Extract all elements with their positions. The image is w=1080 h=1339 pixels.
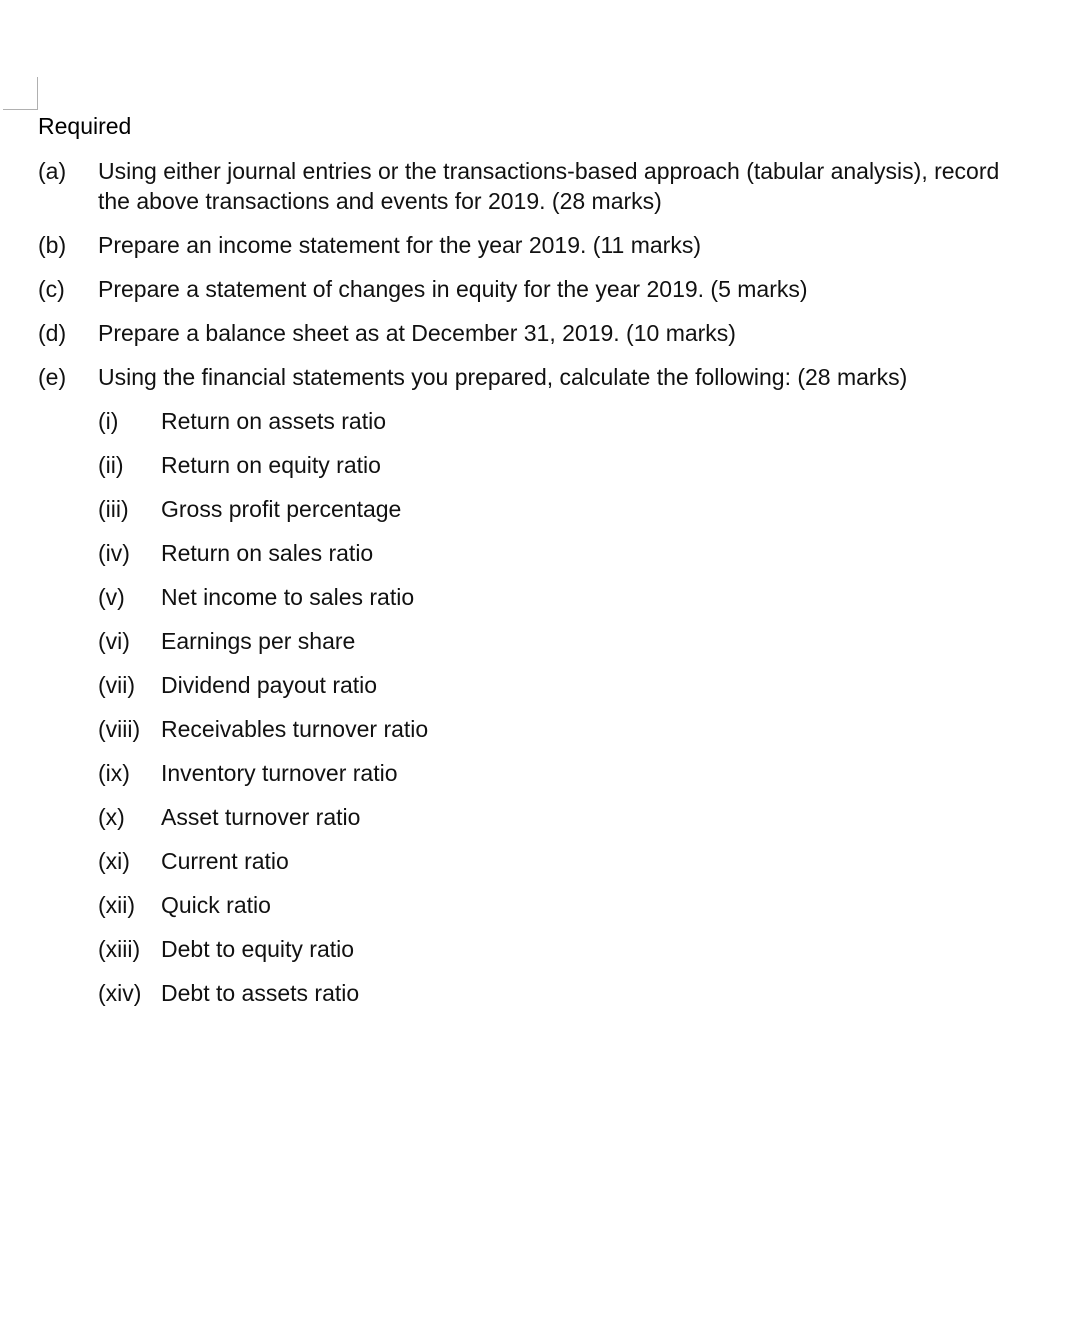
sublist-item — [98, 626, 1078, 656]
item-label: (e) — [38, 364, 67, 390]
subitem-label: (i) — [98, 408, 119, 434]
subitem-text: Debt to equity ratio — [161, 936, 355, 962]
list-item — [38, 362, 1078, 392]
item-label: (b) — [38, 232, 67, 258]
item-text: Prepare a balance sheet as at December 31, 2019. (10 marks) — [98, 320, 736, 346]
list-item — [38, 318, 1078, 348]
subitem-text: Net income to sales ratio — [161, 584, 415, 610]
item-label: (a) — [38, 158, 67, 184]
item-text: Prepare an income statement for the year 2019. (11 marks) — [98, 232, 701, 258]
subitem-label: (xii) — [98, 892, 136, 918]
sublist-item — [98, 450, 1078, 480]
subitem-text: Return on assets ratio — [161, 408, 387, 434]
subitem-text: Return on equity ratio — [161, 452, 381, 478]
subitem-text: Receivables turnover ratio — [161, 716, 429, 742]
sublist-item — [98, 582, 1078, 612]
subitem-text: Return on sales ratio — [161, 540, 374, 566]
requirements-list — [38, 156, 1078, 1022]
subitem-text: Gross profit percentage — [161, 496, 402, 522]
sublist-item — [98, 714, 1078, 744]
sublist-item — [98, 670, 1078, 700]
subitem-text: Quick ratio — [161, 892, 271, 918]
sublist-item — [98, 406, 1078, 436]
sublist-item — [98, 538, 1078, 568]
subitem-text: Current ratio — [161, 848, 289, 874]
subitem-label: (xi) — [98, 848, 130, 874]
subitem-label: (v) — [98, 584, 125, 610]
item-text — [98, 156, 1078, 216]
list-item — [38, 230, 1078, 260]
sublist-item — [98, 494, 1078, 524]
subitem-text: Earnings per share — [161, 628, 356, 654]
subitem-label: (iii) — [98, 496, 129, 522]
subitem-label: (x) — [98, 804, 125, 830]
page-corner-mark — [3, 109, 38, 110]
sublist-item — [98, 846, 1078, 876]
subitem-label: (viii) — [98, 716, 141, 742]
subitem-text: Debt to assets ratio — [161, 980, 360, 1006]
page-corner-mark — [37, 77, 38, 110]
subitem-label: (iv) — [98, 540, 130, 566]
item-text-line: the above transactions and events for 2019. (28 marks) — [98, 188, 662, 214]
list-item — [38, 274, 1078, 304]
item-label: (c) — [38, 276, 65, 302]
sublist-item — [98, 802, 1078, 832]
subitem-label: (xiv) — [98, 980, 142, 1006]
sublist-item — [98, 890, 1078, 920]
item-label: (d) — [38, 320, 67, 346]
sublist-item — [98, 978, 1078, 1008]
item-text: Prepare a statement of changes in equity for the year 2019. (5 marks) — [98, 276, 808, 302]
subitem-label: (ix) — [98, 760, 130, 786]
sublist-item — [98, 934, 1078, 964]
subitem-label: (ii) — [98, 452, 124, 478]
item-text: Using the financial statements you prepared, calculate the following: (28 marks) — [98, 364, 908, 390]
subitem-text: Dividend payout ratio — [161, 672, 378, 698]
subitem-label: (xiii) — [98, 936, 141, 962]
subitem-label: (vii) — [98, 672, 136, 698]
item-text-line: Using either journal entries or the transactions-based approach (tabular analysis), record — [98, 158, 1000, 184]
subitem-text: Asset turnover ratio — [161, 804, 361, 830]
section-heading: Required — [38, 113, 132, 139]
subitem-label: (vi) — [98, 628, 130, 654]
subitem-text: Inventory turnover ratio — [161, 760, 398, 786]
ratio-sublist — [38, 406, 1078, 1008]
sublist-item — [98, 758, 1078, 788]
list-item — [38, 156, 1078, 216]
